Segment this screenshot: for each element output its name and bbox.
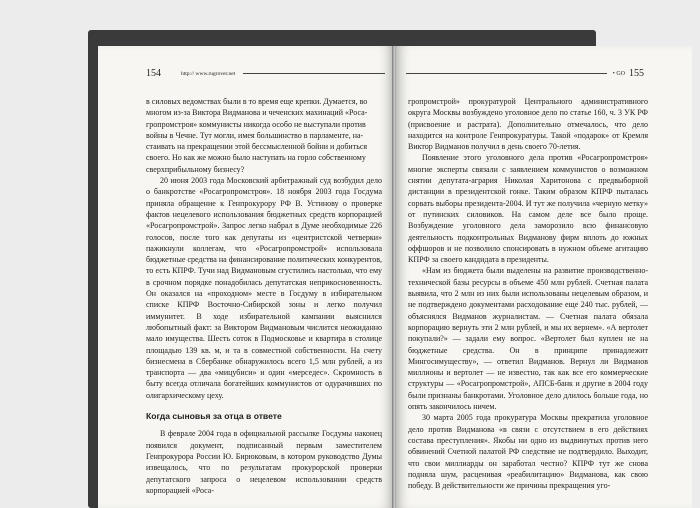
page-number-right: 155 [629, 68, 644, 79]
body-paragraph: В феврале 2004 года в официальной рассылке Госдумы наконец появился документ, подписанный первым заместителем Генпрокурора России Ю. Бирюковым, в котором руководство Думы извещалось, что по результатам прокурорской проверки депутатского запроса о нецелевом использовании средств корпорацией «Роса- [146, 429, 382, 495]
right-page-header [406, 68, 644, 79]
body-paragraph: Появление этого уголовного дела против «Росагропромстроя» многие эксперты связали с заявлением коммунистов о возможном снятии депутата-агрария Николая Харитонова с предвыборной дистанции в президентской гонке. Таким образом КПРФ пыталась сорвать выборы президента-2004. И тут же получила «черную метку» от путинских силовиков. На самом деле все было проще. Возбуждение уголовного дела заморозило всю финансовую деятельность подконтрольных Видманову фирм вплоть до южных оффшоров и не позволило спонсировать в нужном объеме агитацию КПРФ за своего кандидата в президенты. [408, 153, 648, 265]
body-paragraph: 20 июня 2003 года Московский арбитражный суд возбудил дело о банкротстве «Росагропромстроя». 18 ноября 2003 года Госдума приняла обращение к Генпрокурору РФ В. Устинову о проверке фактов нецелевого использования бюджетных средств корпорацией «Росагропромстрой». Запрос легко набрал в Думе необходимые 226 голосов, после того как депутаты из «центристской четверки» пажикнули коллегам, что «Росагропромстрой» использовала бюджетные средства на финансирование политических конкурентов, то есть КПРФ. Тучи над Видмановым сгустились настолько, что ему в срочном порядке понадобилась депутатская неприкосновенность. Он оказался на «проходном» месте в Госдуму в избирательном списке КПРФ Восточно-Сибирской зоны и легко получил иммунитет. В ходе избирательной кампании выяснился любопытный факт: за Виктором Видмановым числится неожиданно мало имущества. Шесть соток в Подмосковье и квартира в столице площадью 139 кв. м, и та в совместной собственности. На счету бизнесмена в Сбербанке обнаружилось всего 1,5 млн рублей, а из транспорта — два «мицубиси» и один «мерседес». Скромность в быту всегда отличала богатейших коммунистов от одурачивших по олигархическому цеху. [146, 176, 382, 400]
right-page [396, 46, 692, 508]
paragraph-line: в силовых ведомствах были в то время еще крепки. Думается, во [146, 97, 368, 106]
header-tag: • GO [612, 70, 625, 77]
paragraph-line: войны в Чечне. Тут могли, имея большинство в парламенте, на- [146, 130, 364, 140]
paragraph-line: гропромстроя» коммунисты никогда особо не выступали против [146, 119, 366, 129]
left-page-text [146, 96, 382, 496]
header-rule [406, 73, 607, 74]
paragraph-line: стаивать на прекращении этой бессмысленной бойни и добиться [146, 142, 368, 152]
left-page [98, 46, 393, 508]
section-heading: Когда сыновья за отца в ответе [146, 411, 282, 422]
paragraph-line: своего. Но как же можно было наступать на горло собственному [146, 153, 366, 163]
paragraph-line: сверхприбыльному бизнесу? [146, 164, 245, 174]
page-number-left: 154 [146, 68, 161, 79]
body-paragraph: гропромстрой» прокуратурой Центрального административного округа Москвы возбуждено уголовное дело по статье 160, ч. 3 УК РФ (присвоение и растрата). Дополнительно отмечалось, что дело находится на контроле Генпрокуратуры. Такой «подарок» от Кремля Виктор Видманов получил в день своего 70-летия. [408, 97, 648, 152]
body-paragraph: 30 марта 2005 года прокуратура Москвы прекратила уголовное дело против Видманова «в связи с отсутствием в его действиях состава преступления». Якобы ни одно из выдвинутых против него обвинений Счетной палатой РФ следствие не подтвердило. Выходит, что свои миллиарды он заработал честно? КПРФ тут же снова подняла шум, расценивая «реабилитацию» Видманова, как свою победу. В действительности же причины прекращения уго- [408, 413, 648, 491]
paragraph-line: многом из-за Виктора Видманова и чеченских махинаций «Роса- [146, 108, 368, 118]
header-rule [243, 73, 385, 74]
left-page-header [146, 68, 385, 79]
body-paragraph: «Нам из бюджета были выделены на развитие производственно-технической базы ресурсы в объеме 450 млн рублей. Счетная палата выявила, что 2 млн из них были использованы нецелевым образом, и не подтверждено документами расходование еще 240 тыс. рублей, — объяснялся Видманов журналистам. — Счетная палата обязала корпорацию вернуть эти 2 млн рублей, и мы их вернем». «А вертолет покупали?» — задали ему вопрос. «Вертолет был куплен не на бюджетные средства. Он в принципе принадлежит Мингосимуществу», — ответил Видманов. Вернул ли Видманов миллионы и вертолет — не известно, так как все его коммерческие структуры — «Росагропромстрой», АПСБ-банк и другие в 2004 году были признаны банкротами. Уголовное дело длилось больше года, но опять закончилось ничем. [408, 266, 648, 412]
header-url: http:// www.rugrover.net [181, 70, 236, 77]
right-page-text [408, 96, 648, 491]
